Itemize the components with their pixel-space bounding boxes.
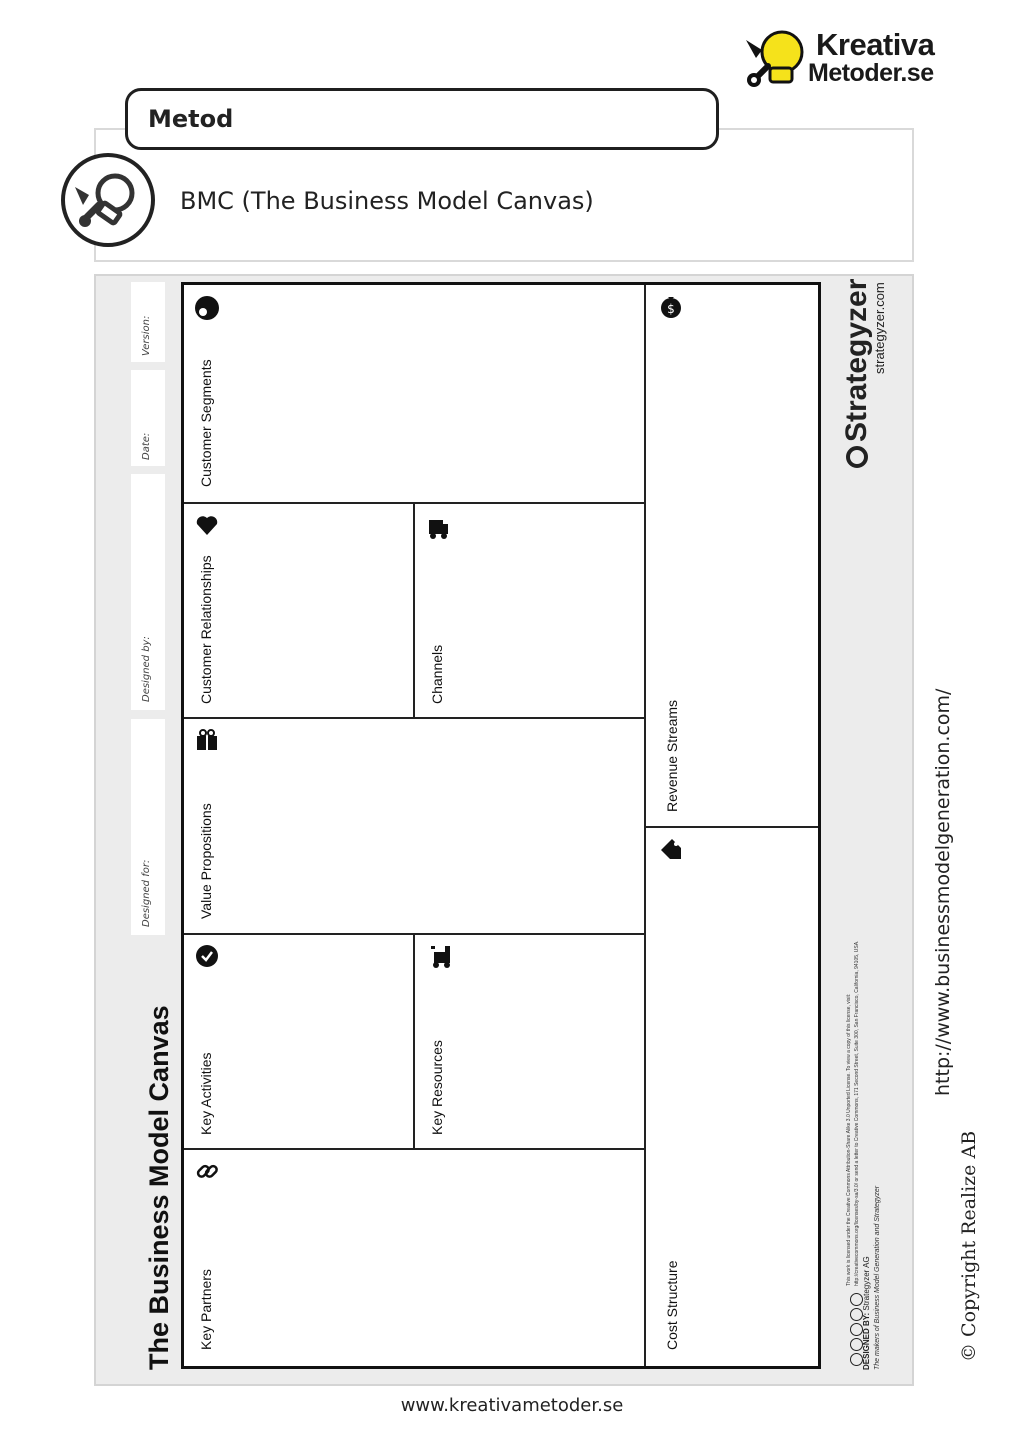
block-customer-relationships[interactable] <box>184 504 413 717</box>
logo-line-1: Kreativa <box>816 27 935 62</box>
license-line-1: This work is licensed under the Creative Commons Attribution-Share Alike 3.0 Unported License. To view a copy of this license, visit: <box>846 993 852 1286</box>
cost-structure-label: Cost Structure <box>664 1260 680 1350</box>
meta-designed-for-label: Designed for: <box>141 859 152 927</box>
kreativa-metoder-logo <box>742 28 952 90</box>
lightbulb-wrench-icon <box>65 157 151 243</box>
makers-line: The makers of Business Model Generation and Strategyzer <box>874 1185 881 1370</box>
designed-by-credit <box>862 1256 871 1370</box>
money-bag-icon <box>658 293 684 319</box>
heart-icon <box>194 512 220 538</box>
channels-label: Channels <box>429 644 445 704</box>
customer-segments-icon <box>194 295 220 321</box>
designed-by-name: Strategyzer AG <box>862 1256 871 1311</box>
canvas-grid <box>181 282 821 1369</box>
footer-url[interactable]: www.kreativametoder.se <box>400 1395 624 1416</box>
strategyzer-logo-icon <box>846 446 868 468</box>
block-cost-structure[interactable] <box>646 828 818 1366</box>
customer-segments-label: Customer Segments <box>198 359 214 487</box>
meta-designed-by-label: Designed by: <box>141 636 152 702</box>
check-icon <box>194 943 220 969</box>
block-channels[interactable] <box>415 504 644 717</box>
price-tag-icon <box>658 836 684 862</box>
truck-icon <box>425 514 451 540</box>
lightbulb-wrench-logo-icon <box>742 28 812 90</box>
canvas-title: The Business Model Canvas <box>144 1005 174 1370</box>
strategyzer-name: Strategyzer <box>840 278 873 442</box>
logo-line-2: Metoder.se <box>808 59 934 87</box>
key-activities-label: Key Activities <box>198 1052 214 1135</box>
strategyzer-url[interactable]: strategyzer.com <box>872 282 887 374</box>
block-key-partners[interactable] <box>184 1150 644 1366</box>
block-customer-segments[interactable] <box>184 285 644 502</box>
revenue-streams-label: Revenue Streams <box>664 699 680 812</box>
metod-label: Metod <box>148 105 234 133</box>
factory-icon <box>429 943 455 969</box>
method-badge <box>61 153 155 247</box>
strategyzer-brand <box>840 279 874 468</box>
designed-by-label: DESIGNED BY: <box>862 1312 871 1370</box>
meta-version-label: Version: <box>141 315 152 356</box>
copyright-notice: © Copyright Realize AB <box>958 1130 980 1362</box>
metod-title-box <box>125 88 719 150</box>
svg-text:$: $ <box>667 302 675 316</box>
meta-date-label: Date: <box>141 432 152 460</box>
meta-designed-by-box[interactable] <box>131 474 165 710</box>
key-resources-label: Key Resources <box>429 1040 445 1135</box>
meta-date-box[interactable] <box>131 370 165 466</box>
gift-icon <box>194 727 220 753</box>
business-model-generation-url[interactable]: http://www.businessmodelgeneration.com/ <box>932 688 954 1096</box>
block-key-activities[interactable] <box>184 935 413 1148</box>
meta-designed-for-box[interactable] <box>131 719 165 935</box>
block-value-propositions[interactable] <box>184 719 644 933</box>
block-revenue-streams[interactable] <box>646 285 818 826</box>
block-key-resources[interactable] <box>415 935 644 1148</box>
meta-version-box[interactable] <box>131 282 165 362</box>
license-line-2: http://creativecommons.org/licenses/by-sa/3.0/ or send a letter to Creative Commons, 171 Second Street, Suite 300, San Francisco, California, 94105, USA. <box>854 940 860 1286</box>
method-name: BMC (The Business Model Canvas) <box>180 187 594 215</box>
value-propositions-label: Value Propositions <box>198 803 214 919</box>
key-partners-label: Key Partners <box>198 1269 214 1350</box>
link-icon <box>194 1158 220 1184</box>
customer-relationships-label: Customer Relationships <box>198 555 214 704</box>
